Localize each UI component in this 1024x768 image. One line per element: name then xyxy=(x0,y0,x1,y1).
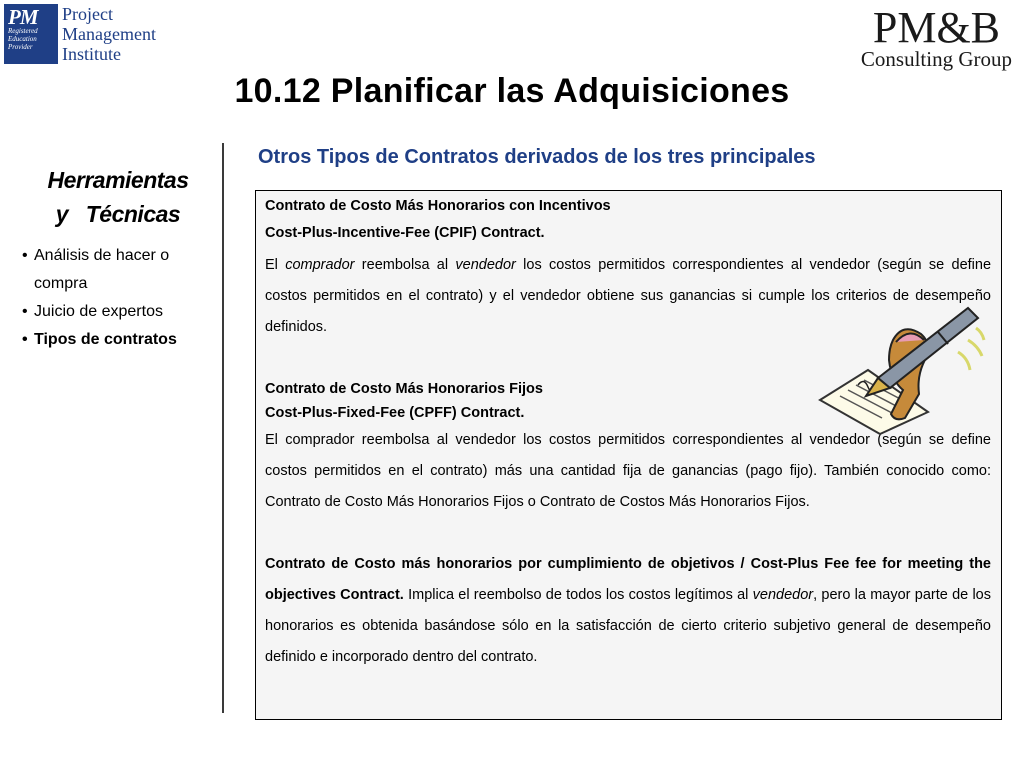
performance-heading: Contrato de Costo más honorarios por cumplimiento de objetivos / Cost-Plus Fee fee for meeting the objectives Contract. xyxy=(265,556,991,603)
pmi-logo-mark xyxy=(4,4,58,64)
performance-body-seller: vendedor xyxy=(752,587,814,603)
pmb-logo xyxy=(860,3,1012,71)
vertical-divider xyxy=(222,143,224,713)
cpif-heading-en: Cost-Plus-Incentive-Fee (CPIF) Contract. xyxy=(265,225,545,241)
sidebar-item-contract-types: • Tipos de contratos xyxy=(22,326,212,354)
pmi-name-line: Institute xyxy=(62,44,121,64)
section-subtitle: Otros Tipos de Contratos derivados de los tres principales xyxy=(258,146,816,168)
spacer xyxy=(265,518,991,549)
cpif-body-text: reembolsa al xyxy=(354,257,456,273)
cpif-body-seller: vendedor xyxy=(455,257,516,273)
pmi-mark-line: Provider xyxy=(8,43,33,51)
sidebar-heading-line: y Técnicas xyxy=(55,201,181,227)
pmi-logo-text xyxy=(62,4,156,64)
sidebar-heading-line: Herramientas xyxy=(47,167,189,193)
sidebar-item-expert-judgment: • Juicio de expertos xyxy=(22,298,212,326)
sidebar-list xyxy=(22,242,212,354)
pmi-name-line: Project xyxy=(62,4,113,24)
cpif-body-text: los costos permitidos correspondientes al vendedor (según se define costos permitidos en el contrato) y el vendedor obtiene sus ganancias si cumple los criterios de desempeño definidos. xyxy=(265,257,992,335)
pmb-logo-tagline: Consulting Group xyxy=(860,47,1012,71)
pen-signing-document-clipart xyxy=(818,300,988,435)
cpff-heading-es: Contrato de Costo Más Honorarios Fijos xyxy=(265,381,543,397)
cpif-heading-es: Contrato de Costo Más Honorarios con Incentivos xyxy=(265,198,611,214)
contracts-box xyxy=(255,190,1002,720)
cpif-body-buyer: comprador xyxy=(285,257,355,273)
pmi-logo xyxy=(4,4,156,66)
cpif-body-text: El xyxy=(265,257,286,273)
pmb-logo-name: PM&B xyxy=(872,3,1001,52)
performance-body-text: , pero la mayor parte de los honorarios es obtenida basándose sólo en la satisfacción de cierto criterio subjetivo general de desempeño definido e incorporado dentro del contrato. xyxy=(265,587,991,665)
sidebar-heading xyxy=(26,163,210,231)
pmi-mark-text: PM xyxy=(8,5,38,29)
cpff-heading-en: Cost-Plus-Fixed-Fee (CPFF) Contract. xyxy=(265,405,525,421)
pmi-mark-line: Education xyxy=(8,35,37,43)
sidebar-item-make-or-buy: • Análisis de hacer o compra xyxy=(22,242,212,298)
cpff-body: El comprador reembolsa al vendedor los costos permitidos correspondientes al vendedor (según se define costos permitidos en el contrato) más una cantidad fija de ganancias (pago fijo). También conocido como: Contrato de Costo Más Honorarios Fijos o Contrato de Costos Más Honorarios Fijos. xyxy=(265,432,991,510)
performance-paragraph xyxy=(265,549,991,673)
pmi-name-line: Management xyxy=(62,24,156,44)
page-title: 10.12 Planificar las Adquisiciones xyxy=(234,72,790,110)
pmi-mark-line: Registered xyxy=(8,27,38,35)
performance-body-text: Implica el reembolso de todos los costos legítimos al xyxy=(403,587,753,603)
